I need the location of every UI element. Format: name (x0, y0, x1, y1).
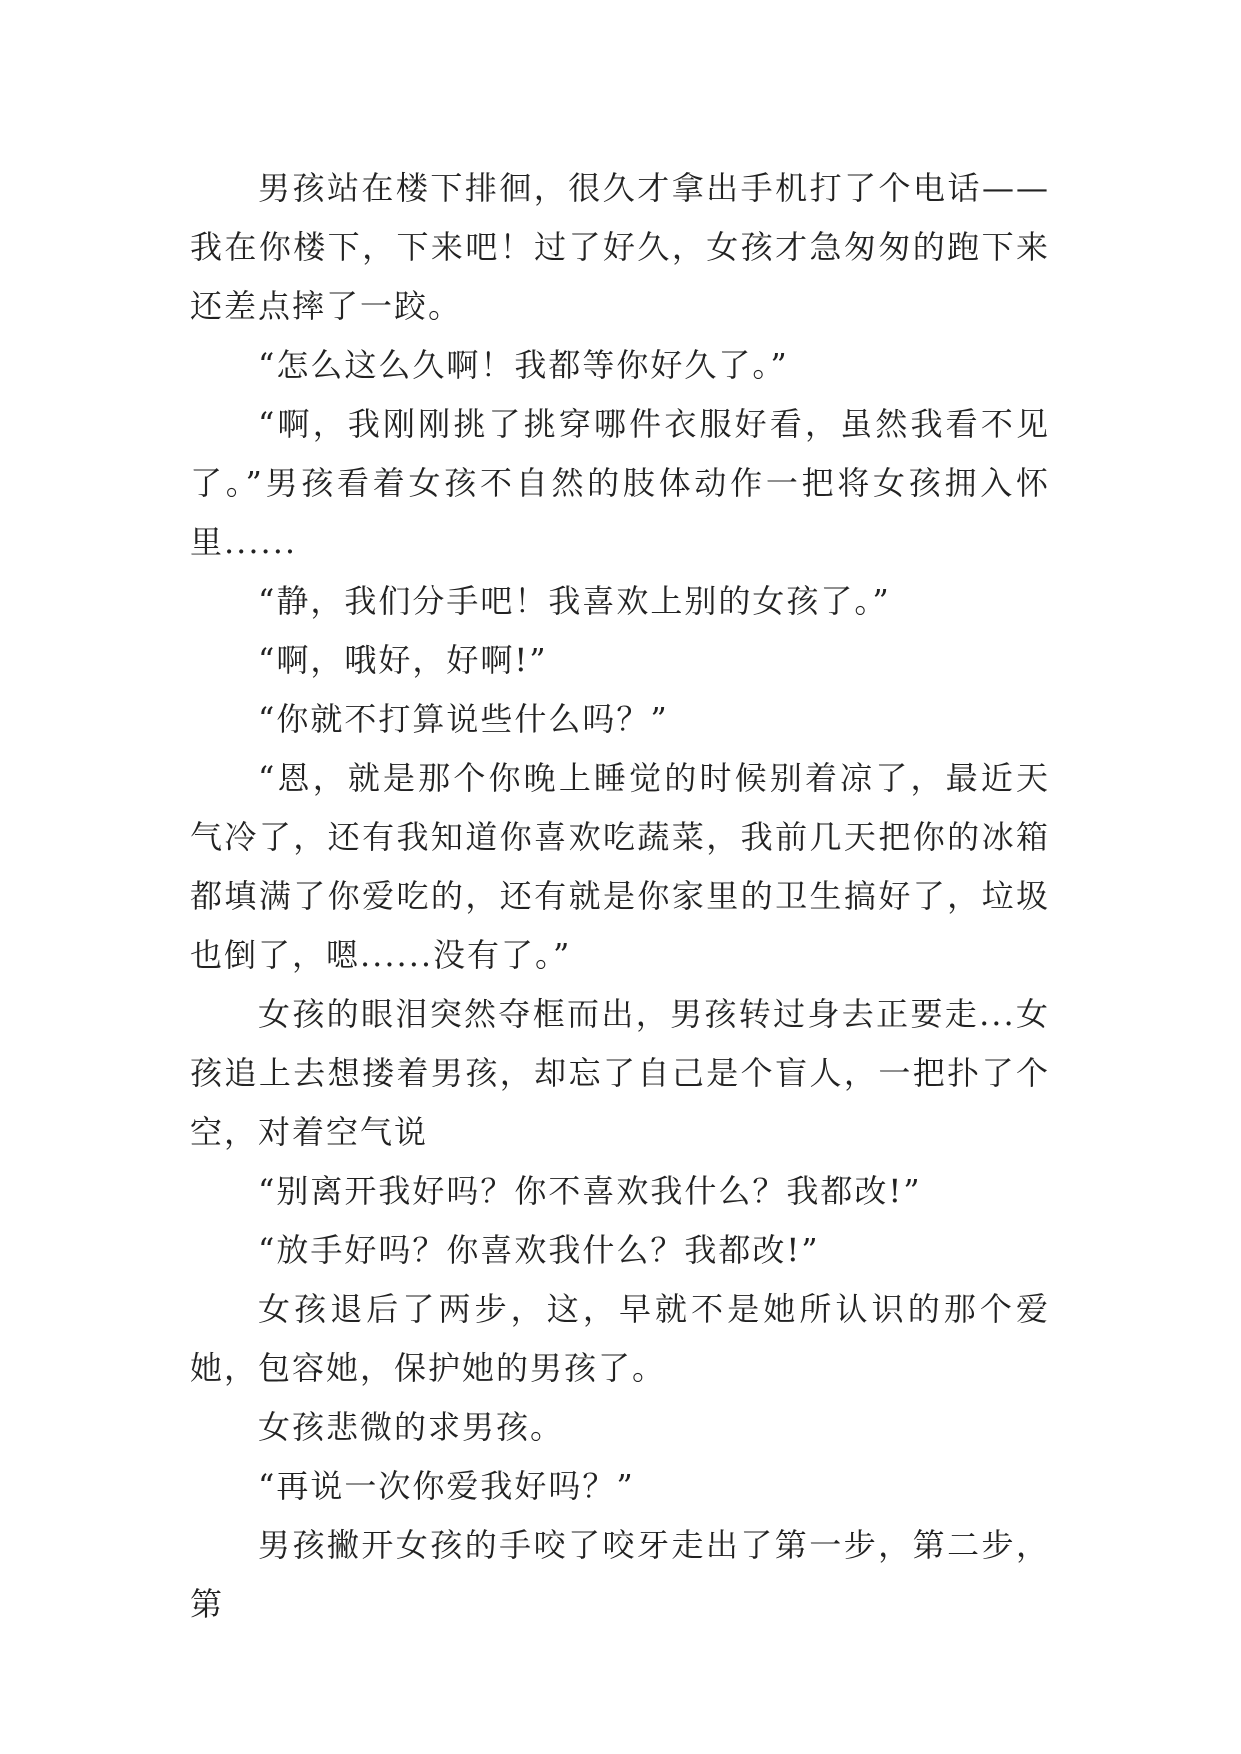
paragraph-6: “你就不打算说些什么吗？” (258, 700, 669, 738)
paragraph-3: “啊，我刚刚挑了挑穿哪件衣服好看，虽然我看不见了。”男孩看着女孩不自然的肢体动作一把将女孩拥入怀里...... (190, 405, 1050, 561)
paragraph-5: “啊，哦好，好啊!” (258, 641, 548, 679)
paragraph-13: “再说一次你爱我好吗？” (258, 1467, 635, 1505)
paragraph-10: “放手好吗？你喜欢我什么？我都改!” (258, 1231, 820, 1269)
paragraph-4: “静，我们分手吧！我喜欢上别的女孩了。” (258, 582, 891, 620)
story-text (190, 159, 1050, 1634)
paragraph-9: “别离开我好吗？你不喜欢我什么？我都改!” (258, 1172, 922, 1210)
paragraph-1: 男孩站在楼下排徊，很久才拿出手机打了个电话——我在你楼下，下来吧！过了好久，女孩才急匆匆的跑下来还差点摔了一跤。 (190, 169, 1050, 325)
paragraph-2: “怎么这么久啊！我都等你好久了。” (258, 346, 789, 384)
paragraph-8: 女孩的眼泪突然夺框而出，男孩转过身去正要走...女孩追上去想搂着男孩，却忘了自己是个盲人，一把扑了个空，对着空气说 (190, 995, 1050, 1151)
paragraph-7: “恩，就是那个你晚上睡觉的时候别着凉了，最近天气冷了，还有我知道你喜欢吃蔬菜，我前几天把你的冰箱都填满了你爱吃的，还有就是你家里的卫生搞好了，垃圾也倒了，嗯......没有了。” (190, 759, 1050, 974)
paragraph-14: 男孩撇开女孩的手咬了咬牙走出了第一步，第二步，第 (190, 1526, 1050, 1623)
paragraph-11: 女孩退后了两步，这，早就不是她所认识的那个爱她，包容她，保护她的男孩了。 (190, 1290, 1050, 1387)
paragraph-12: 女孩悲微的求男孩。 (258, 1408, 565, 1446)
